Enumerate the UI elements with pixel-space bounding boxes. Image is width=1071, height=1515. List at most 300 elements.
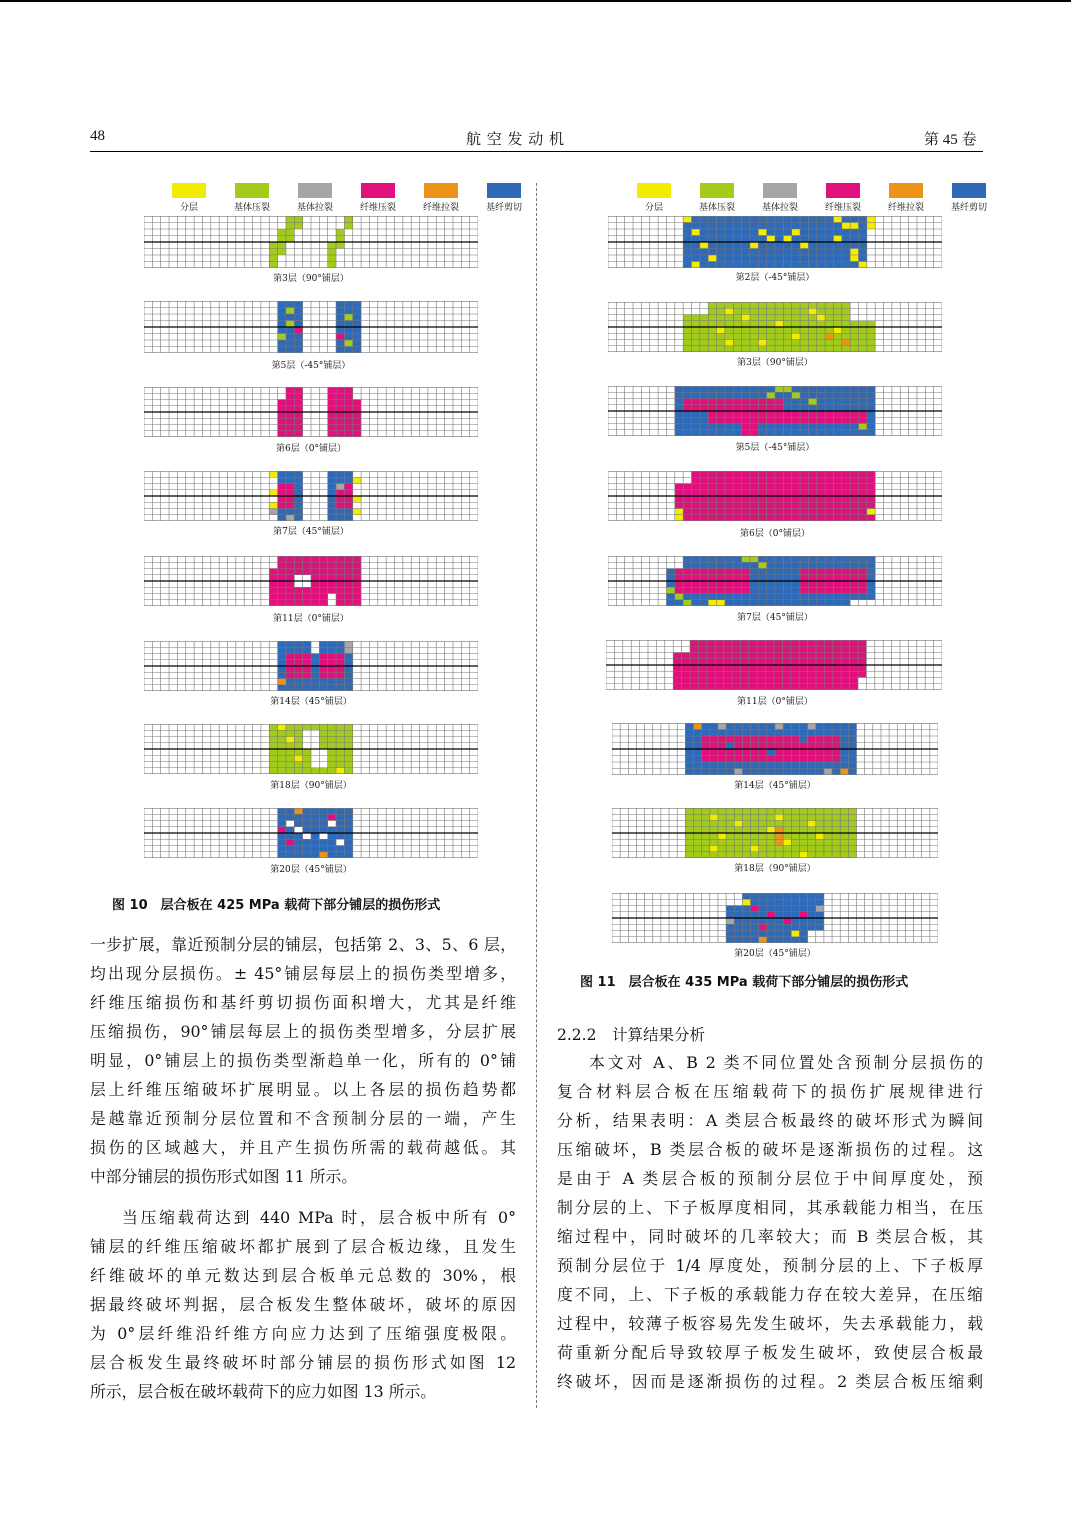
damage-cell [336, 808, 344, 814]
damage-cell [286, 600, 294, 606]
damage-cell [717, 405, 725, 411]
panel-caption: 第11层（0°铺层） [737, 697, 813, 707]
damage-cell [740, 665, 748, 671]
damage-cell [708, 562, 716, 568]
damage-cell [774, 678, 782, 684]
damage-cell [733, 587, 741, 593]
damage-cell [749, 678, 757, 684]
damage-cell [816, 769, 824, 776]
damage-cell [817, 346, 825, 352]
damage-cell [783, 931, 791, 937]
legend-item [354, 183, 402, 213]
damage-cell [816, 924, 824, 930]
damage-cell [751, 839, 759, 845]
damage-cell [758, 515, 766, 521]
damage-cell [685, 808, 693, 814]
damage-cell [767, 262, 775, 269]
damage-cell [783, 723, 791, 730]
damage-cell [842, 430, 850, 436]
damage-cell [848, 814, 856, 820]
damage-cell [294, 431, 302, 437]
damage-cell [792, 556, 800, 562]
damage-cell [336, 587, 344, 593]
damage-cell [842, 515, 850, 521]
damage-cell [717, 315, 725, 321]
damage-cell [742, 594, 750, 600]
damage-cell [808, 594, 816, 600]
damage-cell [692, 515, 700, 521]
damage-cell [698, 646, 706, 652]
damage-cell [751, 893, 759, 899]
damage-cell [700, 386, 708, 392]
damage-cell [808, 430, 816, 436]
damage-cell [775, 756, 783, 763]
damage-cell [859, 229, 867, 236]
damage-cell [726, 756, 734, 763]
damage-cell [792, 581, 800, 587]
damage-cell [717, 556, 725, 562]
damage-cell [840, 756, 848, 763]
damage-cell [783, 912, 791, 918]
damage-cell [353, 412, 361, 418]
damage-cell [692, 236, 700, 243]
damage-cell [742, 308, 750, 314]
damage-cell [717, 302, 725, 308]
damage-cell [734, 852, 742, 858]
damage-cell [867, 216, 875, 223]
damage-cell [353, 327, 361, 334]
damage-cell [336, 321, 344, 328]
damage-cell [344, 327, 352, 334]
damage-cell [817, 249, 825, 256]
damage-cell [824, 852, 832, 858]
legend-label: 纤维压裂 [824, 203, 861, 213]
damage-cell [859, 484, 867, 490]
damage-cell [353, 509, 361, 515]
damage-cell [708, 340, 716, 346]
damage-cell [353, 431, 361, 437]
damage-cell [742, 509, 750, 515]
damage-cell [808, 405, 816, 411]
damage-cell [783, 386, 791, 392]
damage-cell [775, 937, 783, 943]
damage-cell [718, 827, 726, 833]
damage-cell [319, 679, 327, 685]
damage-cell [717, 477, 725, 483]
text-line: 明显，0°铺层上的损伤类型渐趋单一化，所有的 0°铺 [90, 1051, 516, 1070]
damage-cell [799, 640, 807, 646]
damage-cell [319, 594, 327, 600]
damage-cell [286, 327, 294, 334]
damage-cell [725, 405, 733, 411]
damage-cell [666, 575, 674, 581]
damage-cell [792, 399, 800, 405]
damage-cell [799, 736, 807, 743]
damage-cell [683, 386, 691, 392]
damage-cell [732, 640, 740, 646]
damage-cell [734, 924, 742, 930]
damage-cell [724, 653, 732, 659]
damage-cell [286, 425, 294, 431]
damage-cell [328, 515, 336, 521]
damage-cell [740, 646, 748, 652]
damage-cell [733, 399, 741, 405]
damage-cell [825, 315, 833, 321]
damage-cell [758, 471, 766, 477]
damage-cell [294, 730, 302, 736]
damage-cell [311, 654, 319, 660]
damage-cell [850, 502, 858, 508]
damage-cell [336, 477, 344, 483]
damage-cell [842, 562, 850, 568]
damage-cell [694, 723, 702, 730]
damage-cell [759, 723, 767, 730]
damage-cell [832, 769, 840, 776]
damage-cell [742, 242, 750, 249]
damage-cell [791, 852, 799, 858]
damage-cell [725, 587, 733, 593]
damage-cell [808, 502, 816, 508]
damage-cell [725, 327, 733, 333]
damage-cell [319, 654, 327, 660]
damage-cell [353, 569, 361, 575]
damage-cell [816, 730, 824, 737]
damage-cell [832, 846, 840, 852]
damage-cell [344, 502, 352, 508]
damage-cell [791, 846, 799, 852]
damage-cell [278, 327, 286, 334]
damage-cell [833, 569, 841, 575]
damage-cell [767, 405, 775, 411]
damage-cell [867, 581, 875, 587]
damage-cell [294, 672, 302, 678]
damage-cell [808, 490, 816, 496]
damage-cell [800, 399, 808, 405]
damage-cell [311, 808, 319, 814]
damage-cell [733, 262, 741, 269]
damage-cell [328, 562, 336, 568]
damage-cell [817, 496, 825, 502]
damage-cell [692, 502, 700, 508]
damage-cell [848, 723, 856, 730]
damage-cell [344, 347, 352, 354]
damage-cell [799, 833, 807, 839]
damage-cell [767, 569, 775, 575]
damage-cell [850, 659, 858, 665]
damage-cell [286, 431, 294, 437]
damage-cell [817, 340, 825, 346]
damage-cell [286, 334, 294, 341]
damage-cell [278, 477, 286, 483]
damage-cell [808, 640, 816, 646]
damage-cell [278, 301, 286, 308]
damage-cell [750, 484, 758, 490]
damage-cell [824, 665, 832, 671]
damage-cell [751, 918, 759, 924]
damage-cell [734, 736, 742, 743]
damage-cell [792, 405, 800, 411]
damage-cell [749, 665, 757, 671]
damage-cell [757, 678, 765, 684]
damage-cell [825, 229, 833, 236]
damage-cell [328, 654, 336, 660]
damage-cell [733, 333, 741, 339]
damage-cell [303, 808, 311, 814]
fig11-ply-11-grid [606, 640, 942, 690]
fig10-ply-7-grid [144, 471, 478, 521]
damage-cell [808, 736, 816, 743]
damage-cell [817, 600, 825, 606]
damage-cell [715, 684, 723, 690]
damage-cell [717, 255, 725, 262]
damage-cell [278, 852, 286, 858]
damage-cell [710, 846, 718, 852]
damage-cell [328, 393, 336, 399]
damage-cell [336, 425, 344, 431]
damage-cell [740, 678, 748, 684]
damage-cell [791, 659, 799, 665]
damage-cell [859, 587, 867, 593]
damage-cell [682, 671, 690, 677]
damage-cell [833, 405, 841, 411]
damage-cell [767, 477, 775, 483]
damage-cell [832, 814, 840, 820]
damage-cell [708, 600, 716, 606]
damage-cell [842, 411, 850, 417]
damage-cell [708, 575, 716, 581]
damage-cell [311, 581, 319, 587]
damage-cell [344, 216, 352, 223]
damage-cell [825, 386, 833, 392]
damage-cell [726, 762, 734, 769]
damage-cell [286, 406, 294, 412]
damage-cell [783, 327, 791, 333]
damage-cell [800, 587, 808, 593]
damage-cell [278, 431, 286, 437]
damage-cell [758, 315, 766, 321]
damage-cell [800, 223, 808, 230]
damage-cell [294, 654, 302, 660]
damage-cell [758, 346, 766, 352]
damage-cell [733, 515, 741, 521]
damage-cell [783, 587, 791, 593]
damage-cell [751, 906, 759, 912]
damage-cell [775, 912, 783, 918]
damage-cell [269, 471, 277, 477]
damage-cell [799, 906, 807, 912]
damage-cell [311, 587, 319, 593]
damage-cell [336, 308, 344, 315]
damage-cell [708, 471, 716, 477]
damage-cell [759, 743, 767, 750]
damage-cell [700, 216, 708, 223]
damage-cell [724, 678, 732, 684]
damage-cell [816, 665, 824, 671]
damage-cell [683, 262, 691, 269]
damage-cell [303, 724, 311, 730]
damage-cell [700, 340, 708, 346]
damage-cell [800, 386, 808, 392]
damage-cell [294, 327, 302, 334]
damage-cell [328, 255, 336, 262]
damage-cell [816, 736, 824, 743]
damage-cell [842, 471, 850, 477]
damage-cell [303, 569, 311, 575]
damage-cell [742, 430, 750, 436]
damage-cell [817, 242, 825, 249]
damage-cell [800, 575, 808, 581]
damage-cell [344, 562, 352, 568]
damage-cell [683, 587, 691, 593]
damage-cell [694, 743, 702, 750]
damage-cell [344, 808, 352, 814]
damage-cell [344, 223, 352, 230]
damage-cell [792, 417, 800, 423]
damage-cell [683, 216, 691, 223]
damage-cell [791, 749, 799, 756]
damage-cell [344, 660, 352, 666]
damage-cell [824, 756, 832, 763]
damage-cell [344, 846, 352, 852]
damage-cell [344, 724, 352, 730]
damage-cell [824, 808, 832, 814]
damage-cell [710, 821, 718, 827]
damage-cell [850, 424, 858, 430]
damage-cell [792, 392, 800, 398]
damage-cell [799, 814, 807, 820]
damage-cell [767, 581, 775, 587]
damage-cell [758, 484, 766, 490]
damage-cell [775, 769, 783, 776]
damage-cell [774, 684, 782, 690]
damage-cell [278, 660, 286, 666]
damage-cell [783, 562, 791, 568]
damage-cell [694, 846, 702, 852]
damage-cell [833, 417, 841, 423]
damage-cell [816, 678, 824, 684]
damage-cell [840, 743, 848, 750]
damage-cell [792, 562, 800, 568]
damage-cell [840, 814, 848, 820]
damage-cell [694, 839, 702, 845]
damage-cell [328, 833, 336, 839]
damage-cell [286, 666, 294, 672]
damage-cell [758, 490, 766, 496]
damage-cell [808, 315, 816, 321]
damage-cell [733, 216, 741, 223]
damage-cell [867, 477, 875, 483]
damage-cell [751, 821, 759, 827]
damage-cell [286, 471, 294, 477]
damage-cell [751, 937, 759, 943]
damage-cell [269, 509, 277, 515]
damage-cell [816, 684, 824, 690]
damage-cell [734, 756, 742, 763]
damage-cell [824, 640, 832, 646]
damage-cell [710, 743, 718, 750]
damage-cell [817, 502, 825, 508]
damage-cell [775, 346, 783, 352]
damage-cell [725, 484, 733, 490]
damage-cell [859, 471, 867, 477]
damage-cell [742, 756, 750, 763]
text-line: 铺层的纤维压缩破坏都扩展到了层合板边缘，且发生 [90, 1237, 516, 1256]
damage-cell [791, 814, 799, 820]
damage-cell [758, 236, 766, 243]
damage-cell [682, 659, 690, 665]
damage-cell [742, 562, 750, 568]
damage-cell [808, 321, 816, 327]
damage-cell [833, 255, 841, 262]
damage-cell [734, 912, 742, 918]
damage-cell [710, 808, 718, 814]
damage-cell [269, 594, 277, 600]
damage-cell [767, 756, 775, 763]
damage-cell [328, 827, 336, 833]
damage-cell [278, 846, 286, 852]
damage-cell [286, 321, 294, 328]
damage-cell [792, 515, 800, 521]
damage-cell [286, 672, 294, 678]
damage-cell [733, 411, 741, 417]
damage-cell [742, 229, 750, 236]
damage-cell [683, 333, 691, 339]
damage-cell [702, 749, 710, 756]
damage-cell [269, 749, 277, 755]
damage-cell [742, 821, 750, 827]
damage-cell [767, 924, 775, 930]
damage-cell [718, 821, 726, 827]
damage-cell [328, 556, 336, 562]
damage-cell [278, 575, 286, 581]
panel-caption: 第7层（45°铺层） [737, 613, 813, 623]
damage-cell [702, 808, 710, 814]
damage-cell [750, 471, 758, 477]
damage-cell [702, 769, 710, 776]
damage-cell [692, 346, 700, 352]
damage-cell [725, 490, 733, 496]
damage-cell [817, 581, 825, 587]
damage-cell [808, 833, 816, 839]
damage-cell [800, 302, 808, 308]
damage-cell [724, 671, 732, 677]
damage-cell [683, 430, 691, 436]
damage-cell [833, 386, 841, 392]
damage-cell [767, 575, 775, 581]
damage-cell [808, 411, 816, 417]
damage-cell [783, 575, 791, 581]
damage-cell [742, 906, 750, 912]
damage-cell [733, 236, 741, 243]
damage-cell [792, 496, 800, 502]
damage-cell [783, 821, 791, 827]
damage-cell [725, 308, 733, 314]
damage-cell [750, 424, 758, 430]
damage-cell [742, 600, 750, 606]
damage-cell [808, 808, 816, 814]
damage-cell [328, 431, 336, 437]
damage-cell [344, 833, 352, 839]
damage-cell [278, 314, 286, 321]
damage-cell [344, 581, 352, 587]
damage-cell [666, 600, 674, 606]
damage-cell [775, 405, 783, 411]
damage-cell [336, 666, 344, 672]
damage-cell [708, 327, 716, 333]
damage-cell [832, 827, 840, 833]
damage-cell [328, 242, 336, 249]
damage-cell [294, 749, 302, 755]
